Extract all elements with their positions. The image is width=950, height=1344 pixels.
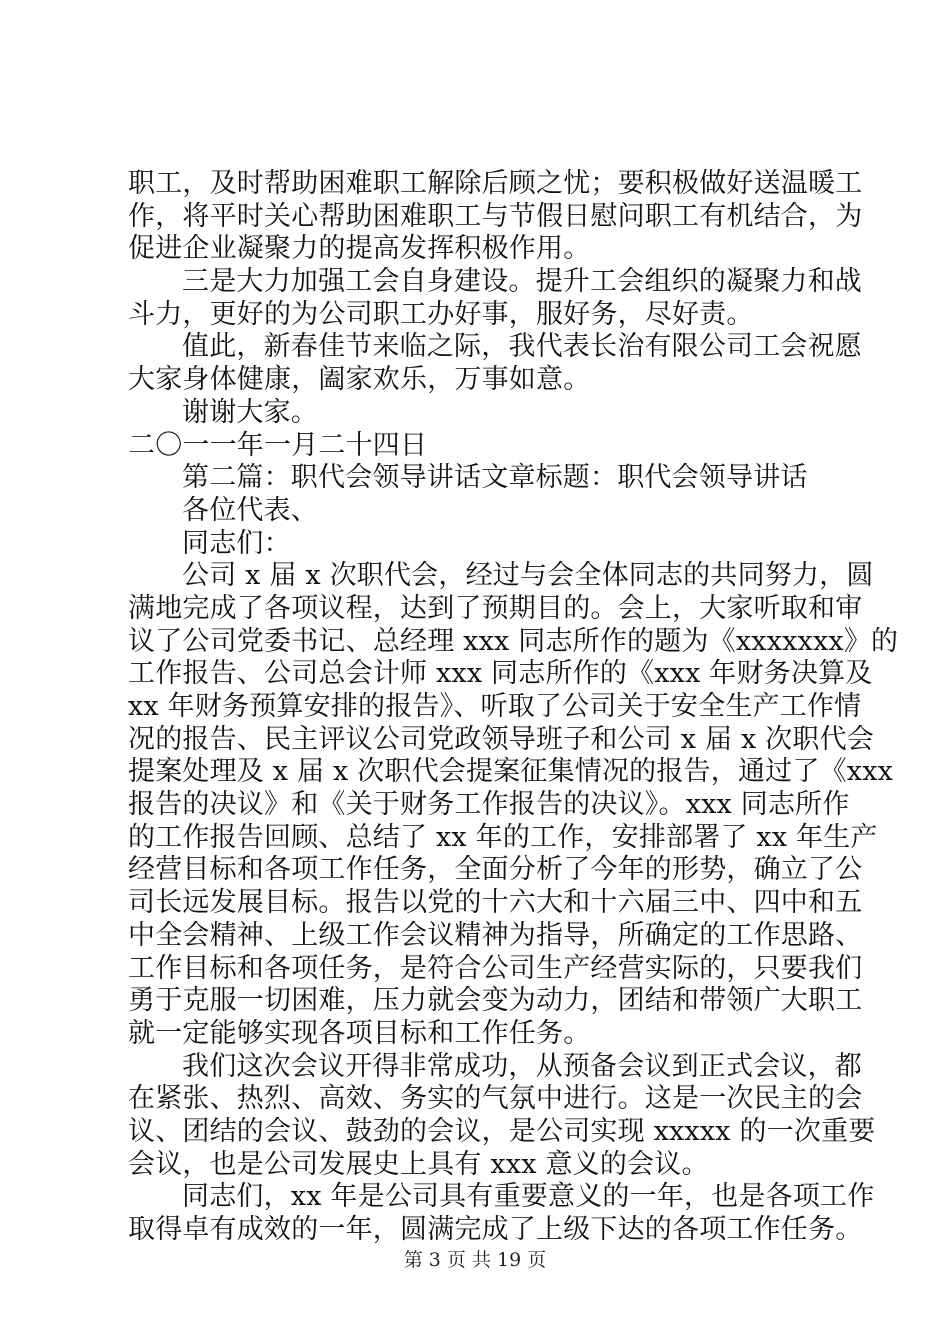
text-line: 取得卓有成效的一年，圆满完成了上级下达的各项工作任务。 [128, 1214, 863, 1245]
text-line: 同志们： [182, 527, 291, 559]
text-line: 职工，及时帮助困难职工解除后顾之忧；要积极做好送温暖工 [128, 168, 863, 199]
text-line: 大家身体健康，阖家欢乐，万事如意。 [128, 364, 591, 396]
text-line: 各位代表、 [182, 494, 318, 526]
text-line: 促进企业凝聚力的提高发挥积极作用。 [128, 233, 591, 265]
text-line: 二〇一一年一月二十四日 [128, 429, 428, 461]
text-line: 第二篇：职代会领导讲话文章标题：职代会领导讲话 [182, 462, 808, 494]
document-body [128, 168, 899, 1247]
text-line: 我们这次会议开得非常成功，从预备会议到正式会议，都 [182, 1050, 862, 1082]
page-footer: 第 3 页 共 19 页 [403, 1249, 547, 1271]
text-line: 满地完成了各项议程，达到了预期目的。会上，大家听取和审 [128, 592, 863, 624]
text-line: 会议，也是公司发展史上具有 xxx 意义的会议。 [128, 1148, 709, 1180]
text-line: 中全会精神、上级工作会议精神为指导，所确定的工作思路、 [128, 919, 863, 951]
text-line: 作，将平时关心帮助困难职工与节假日慰问职工有机结合，为 [128, 200, 863, 232]
text-line: 的工作报告回顾、总结了 xx 年的工作，安排部署了 xx 年生产 [128, 821, 878, 853]
text-line: 勇于克服一切困难，压力就会变为动力，团结和带领广大职工 [128, 985, 863, 1017]
text-line: 议了公司党委书记、总经理 xxx 同志所作的题为《xxxxxxx》的 [128, 625, 899, 657]
text-line: 报告的决议》和《关于财务工作报告的决议》。xxx 同志所作 [128, 789, 850, 821]
text-line: 提案处理及 x 届 x 次职代会提案征集情况的报告，通过了《xxx [128, 756, 894, 788]
text-line: 况的报告、民主评议公司党政领导班子和公司 x 届 x 次职代会 [128, 723, 874, 755]
text-line: 议、团结的会议、鼓劲的会议，是公司实现 xxxxx 的一次重要 [128, 1115, 876, 1147]
text-line: 就一定能够实现各项目标和工作任务。 [128, 1017, 591, 1049]
text-line: 谢谢大家。 [182, 396, 318, 428]
text-line: xx 年财务预算安排的报告》、听取了公司关于安全生产工作情 [128, 691, 862, 722]
text-line: 公司 x 届 x 次职代会，经过与会全体同志的共同努力，圆 [182, 560, 874, 592]
text-line: 在紧张、热烈、高效、务实的气氛中进行。这是一次民主的会 [128, 1083, 863, 1115]
text-line: 同志们，xx 年是公司具有重要意义的一年，也是各项工作 [182, 1181, 875, 1213]
text-line: 值此，新春佳节来临之际，我代表长治有限公司工会祝愿 [182, 331, 862, 363]
text-line: 经营目标和各项工作任务，全面分析了今年的形势，确立了公 [128, 854, 863, 886]
text-line: 工作报告、公司总会计师 xxx 同志所作的《xxx 年财务决算及 [128, 658, 873, 690]
text-line: 斗力，更好的为公司职工办好事，服好务，尽好责。 [128, 298, 754, 330]
text-line: 三是大力加强工会自身建设。提升工会组织的凝聚力和战 [182, 266, 862, 298]
text-line: 工作目标和各项任务，是符合公司生产经营实际的，只要我们 [128, 952, 863, 984]
text-line: 司长远发展目标。报告以党的十六大和十六届三中、四中和五 [128, 887, 863, 919]
